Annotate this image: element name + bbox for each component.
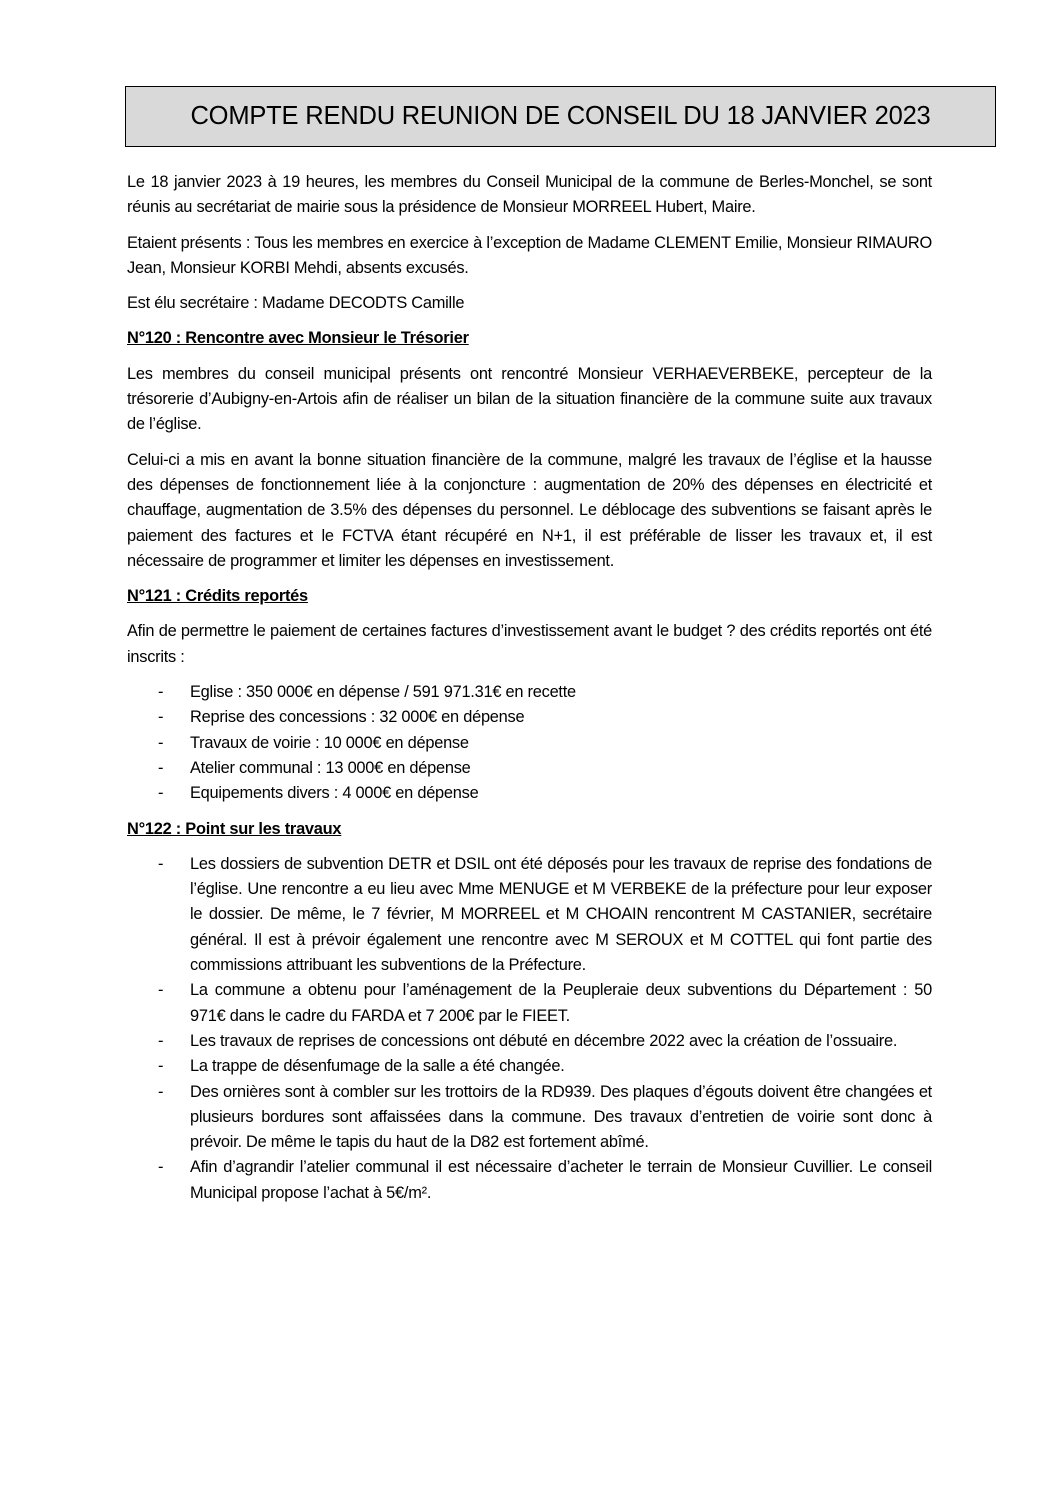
- list-item: [127, 756, 932, 781]
- list-item-text: Les dossiers de subvention DETR et DSIL ont été déposés pour les travaux de reprise des fondations de l’église. Une rencontre a eu lieu avec Mme MENUGE et M VERBEKE de la préfecture pour leur exposer le dossier. De même, le 7 février, M MORREEL et M CHOAIN rencontrent M CASTANIER, secrétaire général. Il est à prévoir également une rencontre avec M SEROUX et M COTTEL qui font partie des commissions attribuant les subventions de la Préfecture.: [190, 854, 932, 975]
- section-120-paragraph-1: Les membres du conseil municipal présents ont rencontré Monsieur VERHAEVERBEKE, percepteur de la trésorerie d’Aubigny-en-Artois afin de réaliser un bilan de la situation financière de la commune suite aux travaux de l’église.: [127, 364, 932, 434]
- dash-bullet: -: [158, 1031, 164, 1050]
- dash-bullet: -: [158, 733, 164, 752]
- dash-bullet: -: [158, 1158, 164, 1177]
- section-121-paragraph: Afin de permettre le paiement de certaines factures d’investissement avant le budget ? des crédits reportés ont été inscrits :: [127, 622, 932, 666]
- list-item-text: La commune a obtenu pour l’aménagement de la Peupleraie deux subventions du Département : 50 971€ dans le cadre du FARDA et 7 200€ par le FIEET.: [190, 981, 932, 1025]
- dash-bullet: -: [158, 784, 164, 803]
- list-item: [127, 1155, 932, 1206]
- works-list: [127, 852, 932, 1206]
- intro-paragraph-2: Etaient présents : Tous les membres en exercice à l’exception de Madame CLEMENT Emilie, Monsieur RIMAURO Jean, Monsieur KORBI Mehdi, absents excusés.: [127, 233, 932, 277]
- section-121-heading: N°121 : Crédits reportés: [127, 587, 308, 606]
- dash-bullet: -: [158, 1057, 164, 1076]
- list-item-text: Les travaux de reprises de concessions ont débuté en décembre 2022 avec la création de l’ossuaire.: [190, 1031, 898, 1050]
- list-item-text: Eglise : 350 000€ en dépense / 591 971.31€ en recette: [190, 683, 576, 702]
- list-item: [127, 1054, 932, 1079]
- dash-bullet: -: [158, 758, 164, 777]
- list-item-text: Afin d’agrandir l’atelier communal il est nécessaire d’acheter le terrain de Monsieur Cuvillier. Le conseil Municipal propose l’achat à 5€/m².: [190, 1158, 932, 1202]
- list-item: [127, 1029, 932, 1054]
- list-item-text: Des ornières sont à combler sur les trottoirs de la RD939. Des plaques d’égouts doivent être changées et plusieurs bordures sont affaissées dans la commune. Des travaux d’entretien de voirie sont donc à prévoir. De même le tapis du haut de la D82 est fortement abîmé.: [190, 1082, 932, 1152]
- list-item: [127, 978, 932, 1029]
- document-title: COMPTE RENDU REUNION DE CONSEIL DU 18 JANVIER 2023: [190, 102, 931, 130]
- list-item-text: Atelier communal : 13 000€ en dépense: [190, 758, 471, 777]
- list-item-text: La trappe de désenfumage de la salle a été changée.: [190, 1057, 565, 1076]
- section-122-heading: N°122 : Point sur les travaux: [127, 819, 342, 838]
- list-item: [127, 1080, 932, 1156]
- section-120-paragraph-2: Celui-ci a mis en avant la bonne situation financière de la commune, malgré les travaux de l’église et la hausse des dépenses de fonctionnement liée à la conjoncture : augmentation de 20% des dépenses en électricité et chauffage, augmentation de 3.5% des dépenses du personnel. Le déblocage des subventions se faisant après le paiement des factures et le FCTVA étant récupéré en N+1, il est préférable de lisser les travaux et, il est nécessaire de programmer et limiter les dépenses en investissement.: [127, 450, 932, 570]
- dash-bullet: -: [158, 708, 164, 727]
- section-120-heading: N°120 : Rencontre avec Monsieur le Trésorier: [127, 329, 469, 348]
- list-item: [127, 705, 932, 730]
- dash-bullet: -: [158, 854, 164, 873]
- list-item: [127, 781, 932, 806]
- title-box: [125, 86, 996, 147]
- list-item: [127, 680, 932, 705]
- dash-bullet: -: [158, 981, 164, 1000]
- dash-bullet: -: [158, 683, 164, 702]
- document-body: [127, 170, 932, 1216]
- list-item-text: Equipements divers : 4 000€ en dépense: [190, 784, 479, 803]
- list-item-text: Travaux de voirie : 10 000€ en dépense: [190, 733, 469, 752]
- intro-paragraph-1: Le 18 janvier 2023 à 19 heures, les membres du Conseil Municipal de la commune de Berles-Monchel, se sont réunis au secrétariat de mairie sous la présidence de Monsieur MORREEL Hubert, Maire.: [127, 173, 932, 217]
- credits-list: [127, 680, 932, 806]
- dash-bullet: -: [158, 1082, 164, 1101]
- intro-paragraph-3: Est élu secrétaire : Madame DECODTS Camille: [127, 294, 465, 313]
- list-item: [127, 731, 932, 756]
- list-item-text: Reprise des concessions : 32 000€ en dépense: [190, 708, 525, 727]
- list-item: [127, 852, 932, 978]
